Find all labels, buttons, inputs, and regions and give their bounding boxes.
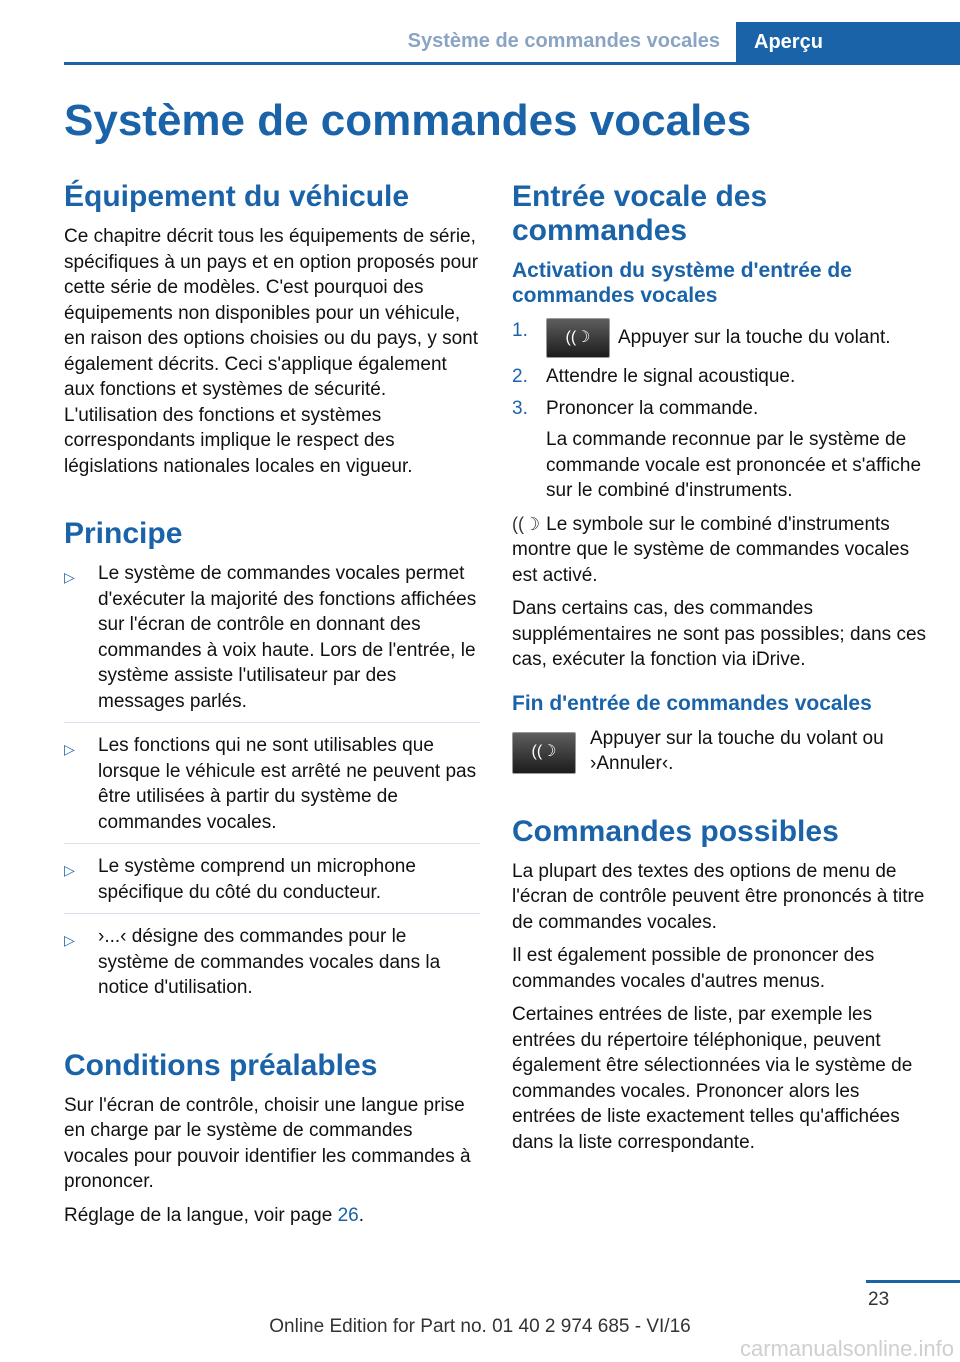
triangle-right-icon: ▷ <box>64 569 75 585</box>
list-item: 3. Prononcer la commande. La commande reconnue par le système de commande vocale est prononcée et s'affiche sur le combiné d'instruments. <box>512 397 922 501</box>
list-item: ▷ ›...‹ désigne des commandes pour le système de commandes vocales dans la notice d'utilisation. <box>64 926 441 998</box>
list-item: 2. Attendre le signal acoustique. <box>512 366 796 387</box>
voice-command-key-icon: ((☽ <box>546 318 610 358</box>
end-voice-text: ((☽ Appuyer sur la touche du volant ou ›Annuler‹. <box>512 726 928 777</box>
equipment-text: Ce chapitre décrit tous les équipements de série, spécifiques à un pays et en option proposés pour cette série de modèles. C'est pourquoi des équipements non disponibles pour un véhicule, en raison des options choisies ou du pays, y sont également décrits. Ceci s'applique également aux fonctions et systèmes de sécurité. L'utilisation des fonctions et systèmes correspondants implique le respect des législations nationales locales en vigueur. <box>64 226 479 477</box>
list-item: ▷ Les fonctions qui ne sont utilisables que lorsque le véhicule est arrêté ne peuvent pas être utilisées à partir du système de commandes vocales. <box>64 733 480 844</box>
end-voice-heading: Fin d'entrée de commandes vocales <box>512 691 872 715</box>
possible-commands-text: Il est également possible de prononcer des commandes vocales d'autres menus. <box>512 945 875 992</box>
header-section-title: Système de commandes vocales <box>407 30 720 52</box>
voice-symbol-icon: ((☽ <box>512 513 541 534</box>
principe-list <box>64 561 480 1009</box>
conditions-heading: Conditions préalables <box>64 1048 378 1082</box>
triangle-right-icon: ▷ <box>64 741 75 757</box>
principe-heading: Principe <box>64 517 183 550</box>
page-title: Système de commandes vocales <box>64 96 752 145</box>
voice-entry-heading: Entrée vocale des commandes <box>512 180 768 247</box>
possible-commands-heading: Commandes possibles <box>512 814 839 848</box>
page-header <box>64 22 960 65</box>
triangle-right-icon: ▷ <box>64 932 75 948</box>
symbol-text: ((☽ Le symbole sur le combiné d'instruments montre que le système de commandes vocales est activé. <box>512 513 910 586</box>
cases-text: Dans certains cas, des commandes supplémentaires ne sont pas possibles; dans ces cas, exécuter la fonction via iDrive. <box>512 598 927 670</box>
language-setting-text: Réglage de la langue, voir page 26. <box>64 1204 365 1226</box>
watermark: carmanualsonline.info <box>739 1336 954 1361</box>
page-number: 23 <box>866 1280 960 1311</box>
footer-edition: Online Edition for Part no. 01 40 2 974 685 - VI/16 <box>269 1316 691 1337</box>
triangle-right-icon: ▷ <box>64 862 75 878</box>
activation-steps <box>512 318 928 504</box>
list-item: ▷ Le système de commandes vocales permet d'exécuter la majorité des fonctions affichées sur l'écran de contrôle en donnant des commandes à voix haute. Lors de l'entrée, le système assiste l'utilisateur par des messages parlés. <box>64 561 480 723</box>
list-item: ▷ Le système comprend un microphone spécifique du côté du conducteur. <box>64 854 480 914</box>
activation-heading: Activation du système d'entrée de commandes vocales <box>512 259 852 307</box>
equipment-heading: Équipement du véhicule <box>64 180 410 213</box>
left-column <box>64 180 480 1236</box>
header-tab[interactable]: Aperçu <box>736 22 960 62</box>
voice-command-key-icon: ((☽ <box>512 732 576 774</box>
page-link[interactable]: 26 <box>337 1204 359 1226</box>
conditions-text: Sur l'écran de contrôle, choisir une langue prise en charge par le système de commandes vocales pour pouvoir identifier les commandes à prononcer. <box>64 1094 471 1192</box>
possible-commands-text: La plupart des textes des options de menu de l'écran de contrôle peuvent être prononcés à titre de commandes vocales. <box>512 860 925 933</box>
right-column <box>512 180 928 1163</box>
possible-commands-text: Certaines entrées de liste, par exemple les entrées du répertoire téléphonique, peuvent également être sélectionnées via le système de commandes vocales. Prononcer alors les entrées de liste exactement telles qu'affichées dans la liste correspondante. <box>512 1004 913 1153</box>
list-item: 1. ((☽ Appuyer sur la touche du volant. <box>512 318 928 358</box>
